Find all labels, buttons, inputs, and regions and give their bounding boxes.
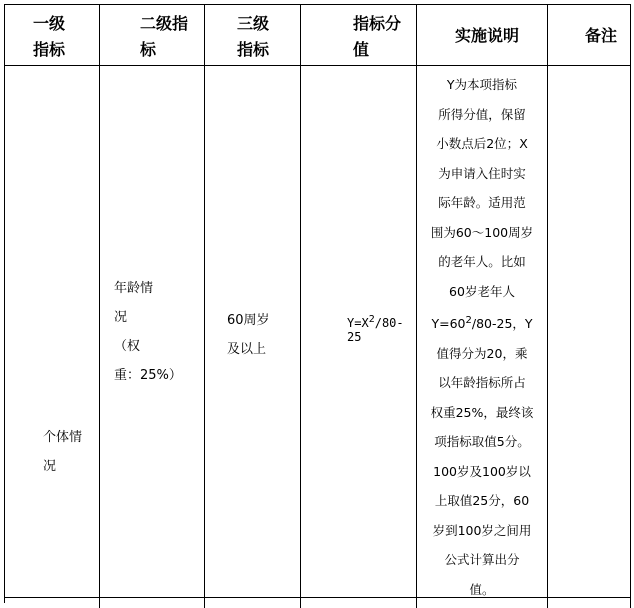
score-formula-rest: /80- 25 bbox=[347, 316, 404, 344]
row-level3: 60周岁 及以上 bbox=[205, 66, 301, 598]
description-line: 100岁及100岁以 bbox=[433, 463, 531, 479]
row-score bbox=[301, 66, 417, 598]
score-formula: Y=X bbox=[347, 316, 369, 330]
description-line: Y为本项指标 bbox=[446, 77, 518, 92]
header-remarks: 备注 bbox=[548, 5, 631, 66]
row-remarks bbox=[548, 66, 631, 598]
next-row-level2 bbox=[100, 598, 205, 608]
header-description: 实施说明 bbox=[417, 5, 548, 66]
description-line: 所得分值，保留 bbox=[438, 106, 526, 122]
description-line: 值。 bbox=[469, 581, 495, 597]
row-level2: 年龄情 况 （权 重：25%） bbox=[100, 66, 205, 598]
description-line: 岁到100岁之间用 bbox=[432, 522, 532, 538]
next-row-remarks bbox=[548, 598, 631, 608]
description-line: 围为60～100周岁 bbox=[430, 224, 534, 240]
next-row-level1 bbox=[5, 598, 100, 608]
description-line: $Y=60^2/80-25$，Y bbox=[431, 315, 533, 332]
description-line: 公式计算出分 bbox=[444, 552, 520, 568]
description-line: 际年龄。适用范 bbox=[438, 195, 526, 210]
description-line: 60岁老年人 bbox=[449, 283, 515, 299]
indicator-table bbox=[4, 4, 631, 603]
row-description bbox=[417, 66, 548, 598]
description-line: 值得分为20，乘 bbox=[436, 345, 528, 361]
header-score: 指标分 值 bbox=[301, 5, 417, 66]
description-lines bbox=[419, 70, 545, 598]
next-row-score bbox=[301, 598, 417, 608]
description-line: 以年龄指标所占 bbox=[438, 375, 526, 391]
description-line: 权重25%，最终该 bbox=[430, 404, 534, 420]
header-level3: 三级 指标 bbox=[205, 5, 301, 66]
description-line: 的老年人。比如 bbox=[438, 254, 526, 269]
next-row-level3 bbox=[205, 598, 301, 608]
row-level1: 个体情 况 bbox=[5, 66, 100, 598]
score-exponent: 2 bbox=[368, 314, 375, 325]
description-line: 小数点后2位；X bbox=[436, 136, 528, 151]
next-row-description bbox=[417, 598, 548, 608]
header-level2: 二级指 标 bbox=[100, 5, 205, 66]
description-line: 项指标取值5分。 bbox=[434, 434, 530, 450]
description-line: 为申请入住时实 bbox=[438, 165, 526, 181]
description-line: 上取值25分，60 bbox=[434, 493, 530, 509]
header-level1: 一级 指标 bbox=[5, 5, 100, 66]
